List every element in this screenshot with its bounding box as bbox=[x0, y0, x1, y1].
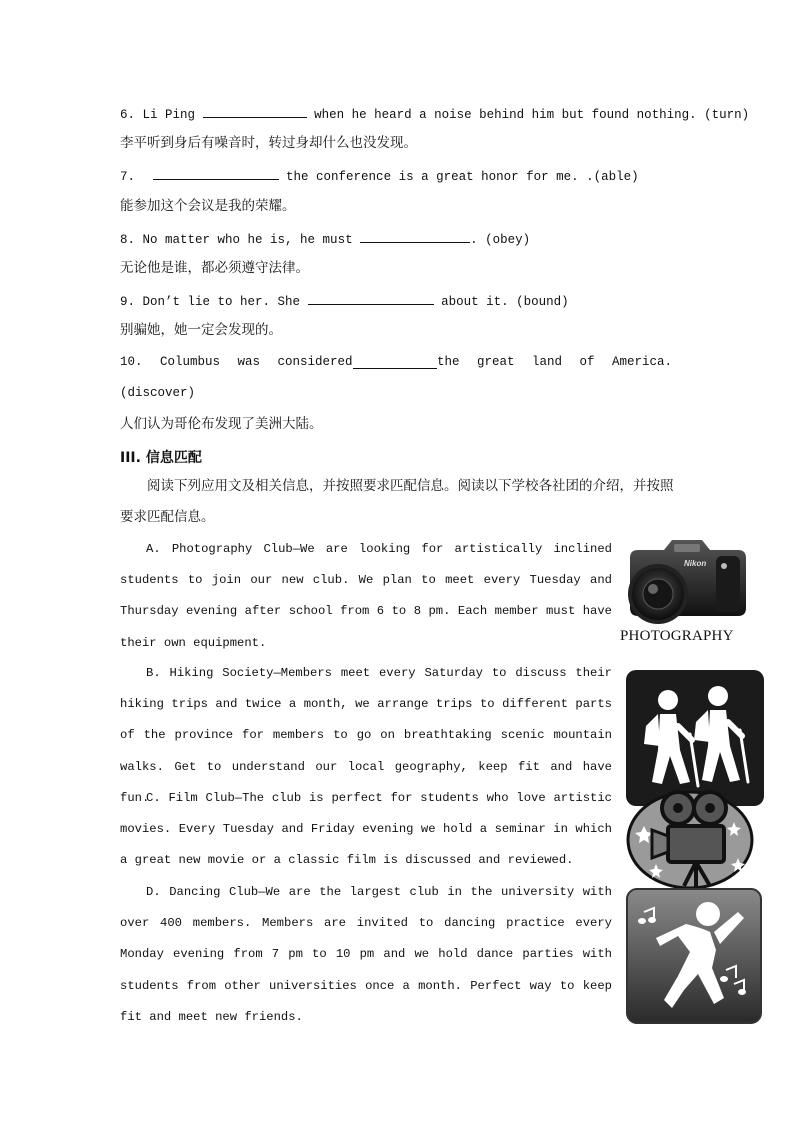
question-10-translation: 人们认为哥伦布发现了美洲大陆。 bbox=[120, 416, 323, 432]
question-text: 10. Columbus was considered bbox=[120, 355, 353, 369]
question-10-hint: (discover) bbox=[120, 386, 196, 400]
answer-blank[interactable] bbox=[153, 167, 279, 180]
club-d-description: D. Dancing Club—We are the largest club in the university with over 400 members. Members are invited to dancing practice every Monday evening from 7 pm to 10 pm and we hold dance parties with students from other universities once a month. Perfect way to keep fit and meet new friends. bbox=[120, 885, 612, 1024]
question-text: the great land of America. bbox=[436, 355, 672, 369]
question-number: 6. bbox=[120, 108, 136, 122]
question-text: Don’t lie to her. She bbox=[142, 295, 301, 309]
answer-blank[interactable] bbox=[308, 292, 434, 305]
club-a-description: A. Photography Club—We are looking for artistically inclined students to join our new club. We plan to meet every Tuesday and Thursday evening after school from 6 to 8 pm. Each member must have their own equipment. bbox=[120, 542, 612, 650]
section-intro: 阅读下列应用文及相关信息，并按照要求匹配信息。阅读以下学校各社团的介绍，并按照要求匹配信息。 bbox=[120, 478, 674, 525]
film-camera-icon bbox=[626, 786, 754, 890]
question-8 bbox=[120, 230, 672, 248]
photography-label: PHOTOGRAPHY bbox=[620, 628, 734, 644]
dancing-icon bbox=[626, 888, 762, 1024]
answer-blank[interactable] bbox=[203, 105, 307, 118]
question-number: 9. bbox=[120, 295, 136, 309]
camera-icon bbox=[620, 536, 748, 626]
club-b-description: B. Hiking Society—Members meet every Saturday to discuss their hiking trips and twice a month, we arrange trips to different parts of the province for members to go on breathtaking scenic mountain walks. Get to understand our local geography, keep fit and have fun. bbox=[120, 666, 612, 805]
question-text: when he heard a noise behind him but found nothing. (turn) bbox=[314, 108, 750, 122]
question-text: Li Ping bbox=[142, 108, 196, 122]
question-number: 8. bbox=[120, 233, 136, 247]
answer-blank[interactable] bbox=[360, 230, 470, 243]
question-6 bbox=[120, 105, 750, 123]
question-text: about it. (bound) bbox=[441, 295, 569, 309]
club-c-description: C. Film Club—The club is perfect for students who love artistic movies. Every Tuesday and Friday evening we hold a seminar in which a great new movie or a classic film is discussed and reviewed. bbox=[120, 791, 612, 868]
camera-brand: Nikon bbox=[684, 559, 707, 568]
question-7 bbox=[120, 167, 672, 185]
question-6-translation: 李平听到身后有噪音时，转过身却什么也没发现。 bbox=[120, 135, 417, 151]
question-9 bbox=[120, 292, 672, 310]
question-text: the conference is a great honor for me. .(able) bbox=[286, 170, 639, 184]
question-number: 7. bbox=[120, 170, 136, 184]
question-10 bbox=[120, 354, 672, 370]
section-heading: III. 信息匹配 bbox=[120, 450, 202, 466]
question-8-translation: 无论他是谁，都必须遵守法律。 bbox=[120, 260, 309, 276]
question-7-translation: 能参加这个会议是我的荣耀。 bbox=[120, 198, 296, 214]
question-text: . (obey) bbox=[470, 233, 531, 247]
answer-blank[interactable] bbox=[353, 356, 437, 369]
question-9-translation: 别骗她，她一定会发现的。 bbox=[120, 322, 282, 338]
question-text: No matter who he is, he must bbox=[142, 233, 353, 247]
